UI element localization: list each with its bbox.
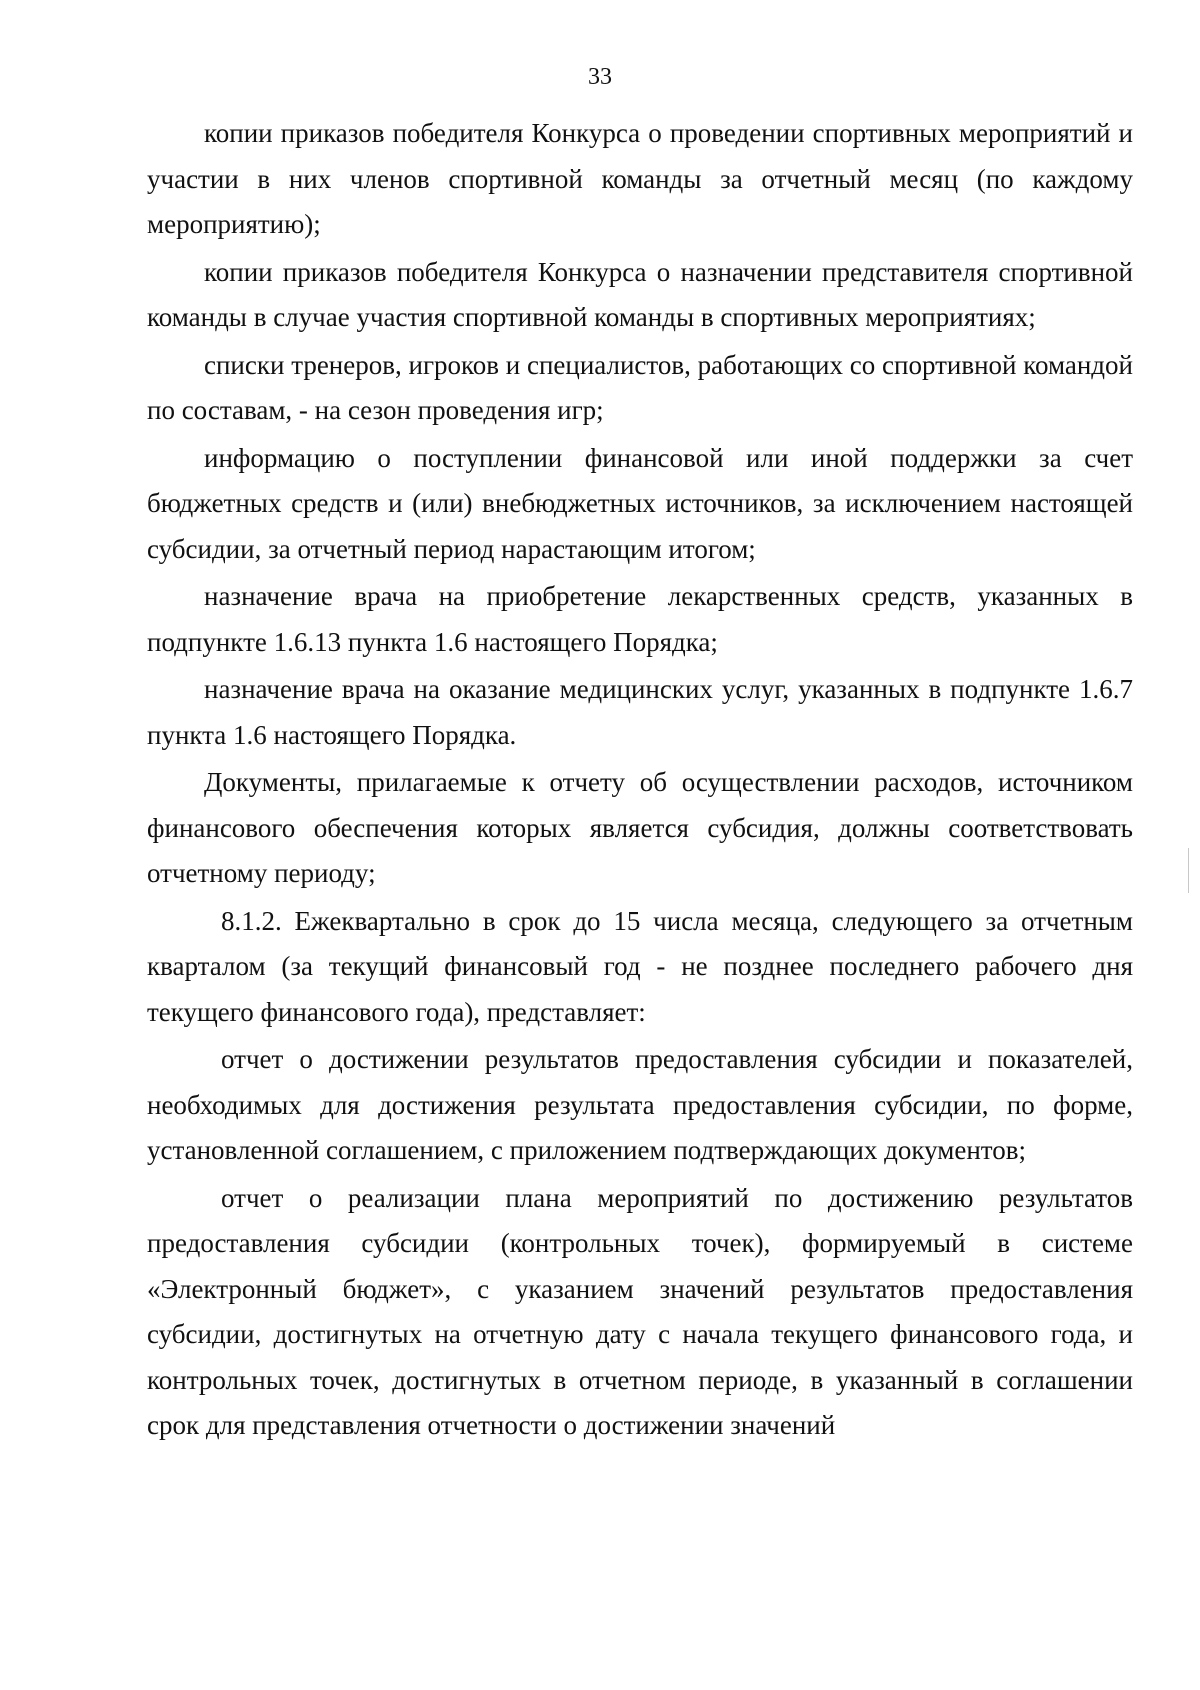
paragraph-control-points-report: отчет о реализации плана мероприятий по достижению результатов предоставления субсидии (контрольных точек), формируемый в системе «Электронный бюджет», с указанием значений результатов предоставления субсидии, достигнутых на отчетную дату с начала текущего финансового года, и контрольных точек, достигнутых в отчетном периоде, в указанный в соглашении срок для представления отчетности о достижении значений: [147, 1182, 1133, 1440]
paragraph-competition-event-orders: копии приказов победителя Конкурса о проведении спортивных мероприятий и участии в них членов спортивной команды за отчетный месяц (по каждому мероприятию);: [147, 118, 1133, 239]
paragraph-medicine-prescription: назначение врача на приобретение лекарственных средств, указанных в подпункте 1.6.13 пункта 1.6 настоящего Порядка;: [147, 581, 1133, 657]
paragraph-representative-orders: копии приказов победителя Конкурса о назначении представителя спортивной команды в случае участия спортивной команды в спортивных мероприятиях;: [147, 256, 1133, 332]
paragraph-quarterly-reporting: 8.1.2. Ежеквартально в срок до 15 числа месяца, следующего за отчетным кварталом (за текущий финансовый год - не позднее последнего рабочего дня текущего финансового года), представляет:: [147, 905, 1133, 1027]
paragraph-medical-services-prescription: назначение врача на оказание медицинских услуг, указанных в подпункте 1.6.7 пункта 1.6 настоящего Порядка.: [147, 674, 1133, 750]
paragraph-results-report: отчет о достижении результатов предоставления субсидии и показателей, необходимых для достижения результата предоставления субсидии, по форме, установленной соглашением, с приложением подтверждающих документов;: [147, 1044, 1133, 1165]
paragraph-financial-support-info: информацию о поступлении финансовой или иной поддержки за счет бюджетных средств и (или) внебюджетных источников, за исключением настоящей субсидии, за отчетный период нарастающим итогом;: [147, 442, 1133, 564]
paragraph-staff-lists: списки тренеров, игроков и специалистов, работающих со спортивной командой по составам, - на сезон проведения игр;: [147, 349, 1133, 425]
document-body: [147, 111, 1133, 1451]
page-number: 33: [588, 64, 612, 90]
scan-margin-mark: [1188, 848, 1189, 893]
paragraph-documents-period: Документы, прилагаемые к отчету об осуществлении расходов, источником финансового обеспечения которых является субсидия, должны соответствовать отчетному периоду;: [147, 767, 1133, 888]
